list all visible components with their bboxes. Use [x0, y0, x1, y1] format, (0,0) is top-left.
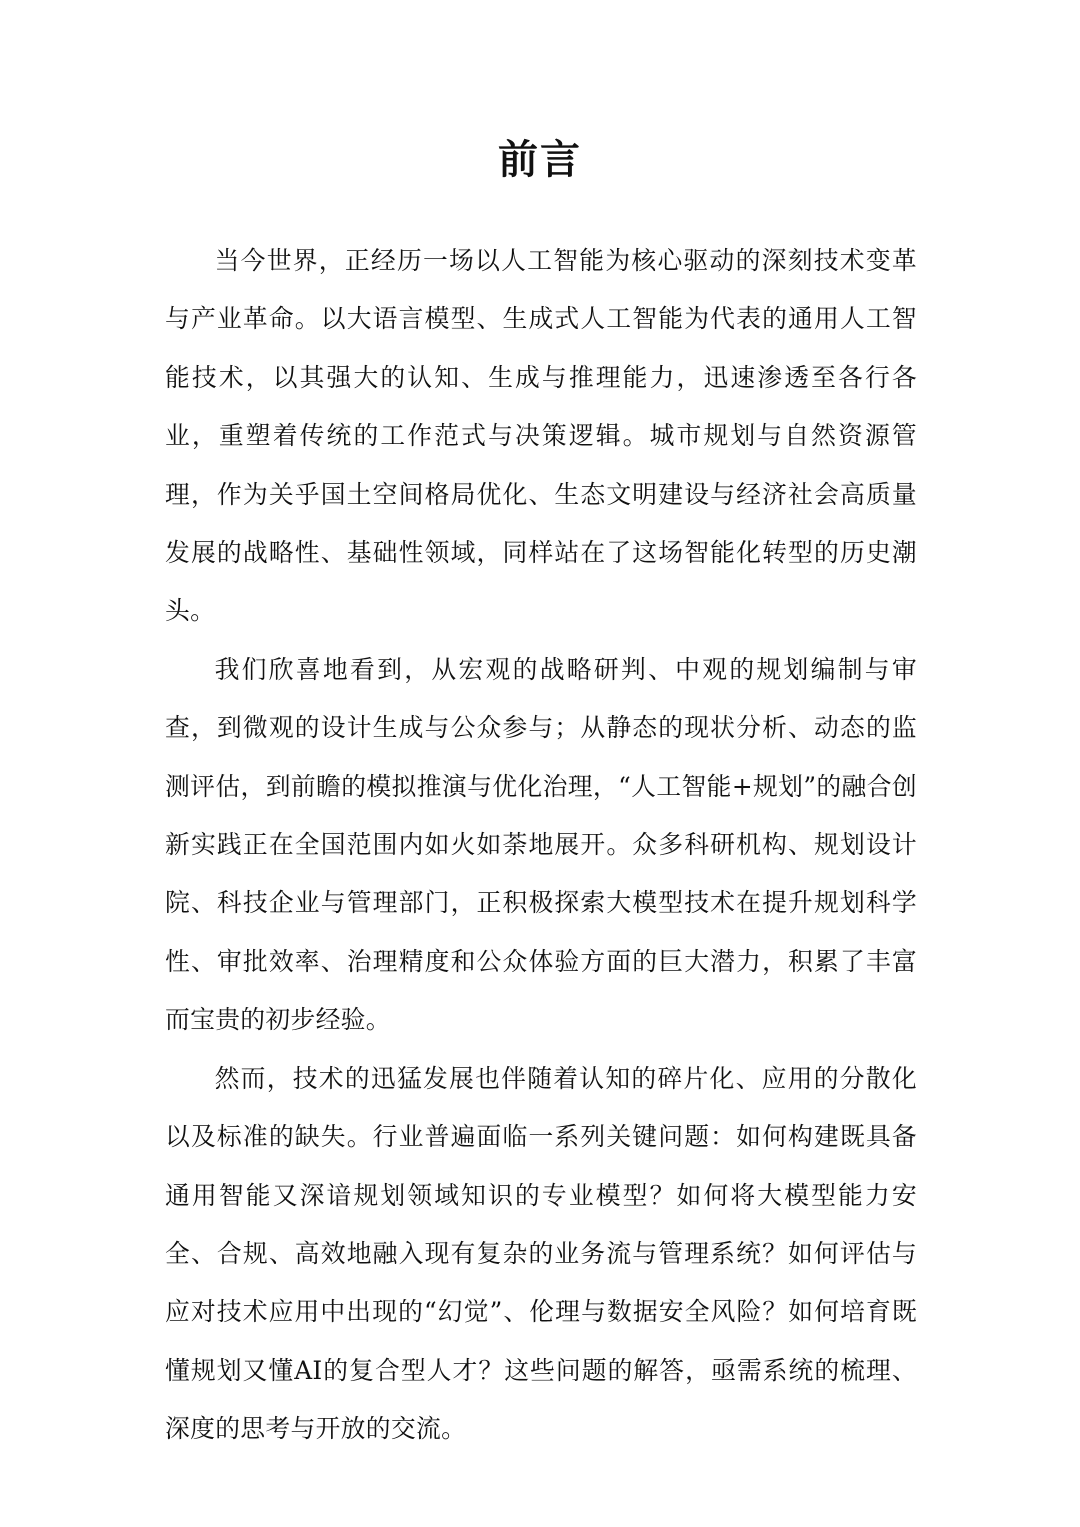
- paragraph: 我们欣喜地看到，从宏观的战略研判、中观的规划编制与审查，到微观的设计生成与公众参与；从静态的现状分析、动态的监测评估，到前瞻的模拟推演与优化治理，“人工智能+规划”的融合创新实践正在全国范围内如火如荼地展开。众多科研机构、规划设计院、科技企业与管理部门，正积极探索大模型技术在提升规划科学性、审批效率、治理精度和公众体验方面的巨大潜力，积累了丰富而宝贵的初步经验。: [165, 654, 917, 1035]
- document-body: [165, 232, 917, 1459]
- paragraph: 然而，技术的迅猛发展也伴随着认知的碎片化、应用的分散化以及标准的缺失。行业普遍面临一系列关键问题：如何构建既具备通用智能又深谙规划领域知识的专业模型？如何将大模型能力安全、合规、高效地融入现有复杂的业务流与管理系统？如何评估与应对技术应用中出现的“幻觉”、伦理与数据安全风险？如何培育既懂规划又懂AI的复合型人才？这些问题的解答，亟需系统的梳理、深度的思考与开放的交流。: [165, 1063, 917, 1444]
- page-title: 前言: [498, 137, 582, 183]
- paragraph: 当今世界，正经历一场以人工智能为核心驱动的深刻技术变革与产业革命。以大语言模型、生成式人工智能为代表的通用人工智能技术，以其强大的认知、生成与推理能力，迅速渗透至各行各业，重塑着传统的工作范式与决策逻辑。城市规划与自然资源管理，作为关乎国土空间格局优化、生态文明建设与经济社会高质量发展的战略性、基础性领域，同样站在了这场智能化转型的历史潮头。: [165, 246, 917, 626]
